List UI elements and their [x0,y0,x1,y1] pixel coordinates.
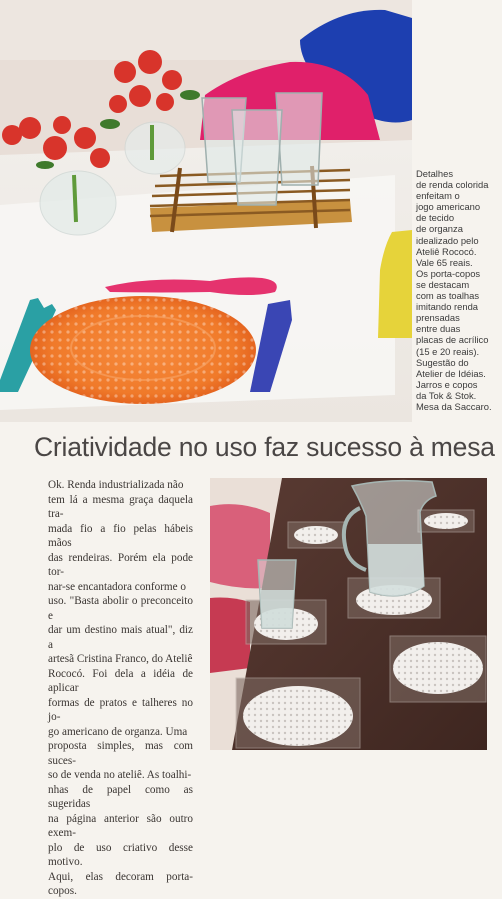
drinking-glass [258,560,296,628]
article-headline: Criatividade no uso faz sucesso à mesa [34,432,495,462]
caption-line: Vale 65 reais. [416,256,473,268]
caption-line: Mesa da Saccaro. [416,400,492,412]
caption-line: jogo americano [416,201,481,213]
body-line: Aqui, elas decoram porta-copos. [48,870,193,897]
caption-line: enfeitam o [416,190,460,202]
bottom-photo [210,478,487,750]
caption-line: da Tok & Stok. [416,389,477,401]
caption-line: Jarros e copos [416,378,478,390]
body-line: das rendeiras. Porém ela pode tor- [48,551,193,578]
caption-line: Detalhes [416,168,454,179]
caption-line: com as toalhas [416,290,480,302]
coasters-illustration [210,478,487,750]
body-line: so de venda no ateliê. As toalhi- [48,769,192,781]
body-line: uso. "Basta abolir o preconceito e [48,595,193,622]
body-line: dar um destino mais atual", diz a [48,624,193,651]
caption-line: de organza [416,223,463,235]
body-line: plo de uso criativo desse motivo. [48,841,193,868]
caption-line: (15 e 20 reais). [416,345,480,357]
caption-line: de renda colorida [416,179,489,191]
body-line: Ok. Renda industrializada não [48,479,184,491]
body-line: mada fio a fio pelas hábeis mãos [48,522,193,549]
caption-line: se destacam [416,278,470,290]
article-body [48,478,193,899]
body-line: go americano de organza. Uma [48,725,188,738]
body-line: na página anterior são outro exem- [48,812,193,839]
body-line: tem lá a mesma graça daquela tra- [48,493,193,520]
caption-line: entre duas [416,323,461,335]
caption-line: de tecido [416,212,455,224]
top-photo [0,0,412,422]
body-line: proposta simples, mas com suces- [48,740,193,767]
body-line: Rococó. Foi dela a idéia de aplicar [48,667,193,694]
caption-line: placas de acrílico [416,334,489,346]
table-setting-illustration [0,0,412,422]
body-line: formas de pratos e talheres no jo- [48,696,193,723]
photo-caption [416,168,500,412]
caption-line: imitando renda [416,301,479,313]
caption-line: Ateliê Rococó. [416,245,477,257]
caption-line: Os porta-copos [416,267,481,279]
caption-line: prensadas [416,312,460,324]
caption-line: Sugestão do [416,356,469,368]
caption-line: Atelier de Idéias. [416,367,486,379]
body-line: nar-se encantadora conforme o [48,580,186,593]
caption-line: idealizado pelo [416,234,479,246]
body-line: nhas de papel como as sugeridas [48,783,193,810]
body-line: artesã Cristina Franco, do Ateliê [48,653,193,665]
